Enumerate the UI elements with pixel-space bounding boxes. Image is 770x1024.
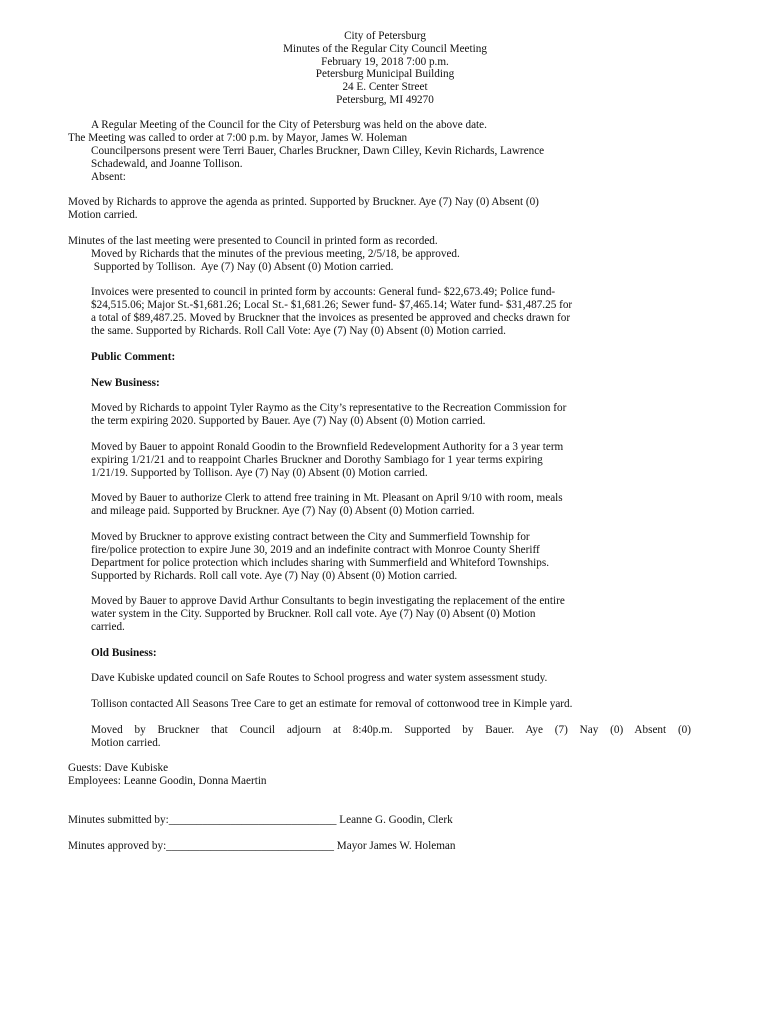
old-business-item-2: Tollison contacted All Seasons Tree Care to get an estimate for removal of cottonwood tree in Kimple yard. <box>91 698 573 710</box>
public-comment-heading: Public Comment: <box>91 351 176 363</box>
invoices-line-1: Invoices were presented to council in printed form by accounts: General fund- $22,673.49; Police fund- <box>91 286 556 298</box>
city-name: City of Petersburg <box>344 30 426 42</box>
intro-present-line-1: Councilpersons present were Terri Bauer, Charles Bruckner, Dawn Cilley, Kevin Richards, Lawrence <box>91 145 545 157</box>
new-business-heading: New Business: <box>91 377 160 389</box>
street-address: 24 E. Center Street <box>342 81 428 94</box>
new-business-item-4-line-4: Supported by Richards. Roll call vote. Aye (7) Nay (0) Absent (0) Motion carried. <box>91 570 458 582</box>
document-title: Minutes of the Regular City Council Meeting <box>283 42 487 55</box>
new-business-item-5-line-1: Moved by Bauer to approve David Arthur Consultants to begin investigating the replacement of the entire <box>91 595 565 607</box>
employees-line: Employees: Leanne Goodin, Donna Maertin <box>68 775 267 787</box>
new-business-item-4-line-1: Moved by Bruckner to approve existing contract between the City and Summerfield Township for <box>91 531 530 543</box>
minutes-line-1: Minutes of the last meeting were presented to Council in printed form as recorded. <box>68 235 438 247</box>
guests-line: Guests: Dave Kubiske <box>68 762 169 774</box>
adjourn-motion-line-1: Moved by Bruckner that Council adjourn at 8:40p.m. Supported by Bauer. Aye (7) Nay (0) Absent (0) <box>91 724 691 736</box>
meeting-location: Petersburg Municipal Building <box>315 68 455 81</box>
new-business-item-2-line-1: Moved by Bauer to appoint Ronald Goodin to the Brownfield Redevelopment Authority for a 3 year term <box>91 441 564 453</box>
minutes-line-2: Moved by Richards that the minutes of the previous meeting, 2/5/18, be approved. <box>91 248 460 260</box>
new-business-item-5-line-2: water system in the City. Supported by Bruckner. Roll call vote. Aye (7) Nay (0) Absent (0) Motion <box>91 608 536 620</box>
invoices-line-3: a total of $89,487.25. Moved by Bruckner that the invoices as presented be approved and checks drawn for <box>91 312 571 324</box>
invoices-line-4: the same. Supported by Richards. Roll Call Vote: Aye (7) Nay (0) Absent (0) Motion carried. <box>91 325 506 337</box>
agenda-motion-line-2: Motion carried. <box>68 209 138 221</box>
minutes-line-3: Supported by Tollison. Aye (7) Nay (0) Absent (0) Motion carried. <box>91 261 394 273</box>
new-business-item-5-line-3: carried. <box>91 621 125 633</box>
invoices-line-2: $24,515.06; Major St.-$1,681.26; Local St.- $1,681.26; Sewer fund- $7,465.14; Water fund- $31,487.25 for <box>91 299 573 311</box>
new-business-item-2-line-3: 1/21/19. Supported by Tollison. Aye (7) Nay (0) Absent (0) Motion carried. <box>91 467 428 479</box>
agenda-motion-line-1: Moved by Richards to approve the agenda as printed. Supported by Bruckner. Aye (7) Nay (0) Absent (0) <box>68 196 539 208</box>
approved-by-signature-line: Minutes approved by:______________________________ Mayor James W. Holeman <box>68 840 456 852</box>
new-business-item-1-line-2: the term expiring 2020. Supported by Bauer. Aye (7) Nay (0) Absent (0) Motion carried. <box>91 415 486 427</box>
new-business-item-2-line-2: expiring 1/21/21 and to reappoint Charles Bruckner and Dorothy Sambiago for 1 year terms expiring <box>91 454 543 466</box>
new-business-item-4-line-3: Department for police protection which includes sharing with Summerfield and Whiteford Townships. <box>91 557 550 569</box>
submitted-by-signature-line: Minutes submitted by:______________________________ Leanne G. Goodin, Clerk <box>68 814 453 826</box>
city-state-zip: Petersburg, MI 49270 <box>336 93 434 106</box>
new-business-item-4-line-2: fire/police protection to expire June 30, 2019 and an indefinite contract with Monroe County Sheriff <box>91 544 540 556</box>
intro-absent: Absent: <box>91 171 126 183</box>
new-business-item-3-line-1: Moved by Bauer to authorize Clerk to attend free training in Mt. Pleasant on April 9/10 with room, meals <box>91 492 563 504</box>
new-business-item-3-line-2: and mileage paid. Supported by Bruckner. Aye (7) Nay (0) Absent (0) Motion carried. <box>91 505 475 517</box>
document-header <box>0 30 770 107</box>
adjourn-motion-line-2: Motion carried. <box>91 737 161 749</box>
intro-called-to-order: The Meeting was called to order at 7:00 p.m. by Mayor, James W. Holeman <box>68 132 408 144</box>
old-business-heading: Old Business: <box>91 647 157 659</box>
intro-present-line-2: Schadewald, and Joanne Tollison. <box>91 158 243 170</box>
new-business-item-1-line-1: Moved by Richards to appoint Tyler Raymo as the City’s representative to the Recreation Commission for <box>91 402 567 414</box>
intro-regular-meeting: A Regular Meeting of the Council for the City of Petersburg was held on the above date. <box>91 119 487 131</box>
meeting-date: February 19, 2018 7:00 p.m. <box>321 55 449 68</box>
old-business-item-1: Dave Kubiske updated council on Safe Routes to School progress and water system assessment study. <box>91 672 548 684</box>
